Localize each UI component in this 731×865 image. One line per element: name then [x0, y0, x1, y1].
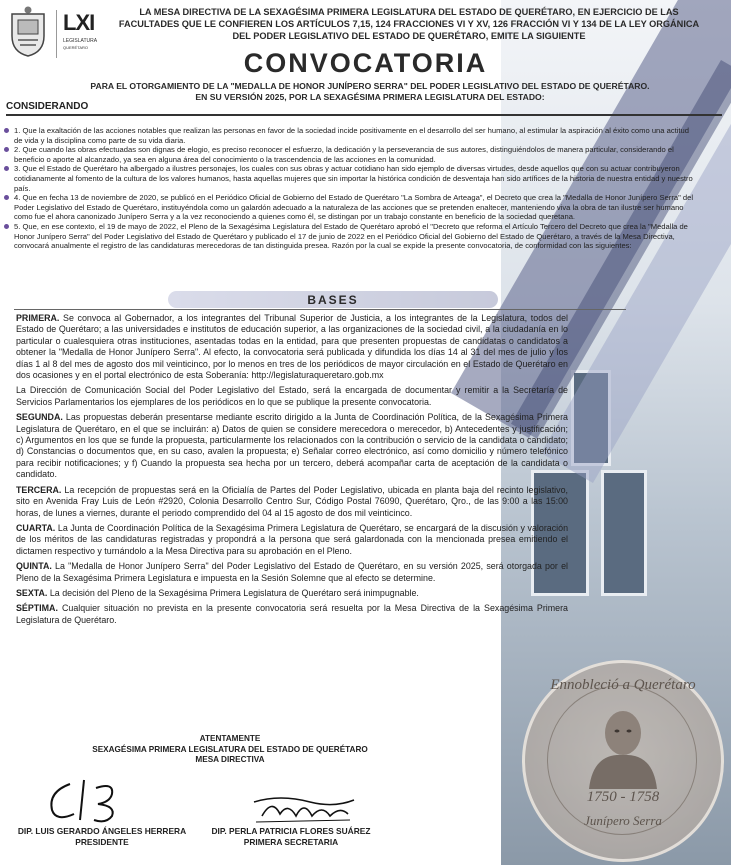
considerando-text: 4. Que en fecha 13 de noviembre de 2020, se publicó en el Periódico Oficial de Gobierno del Estado de Querétaro "La Sombra de Arteaga", el Decreto que crea la "Medalla de Honor Junípero Serra" del Poder Legislativo del Estado de Querétaro, instituyéndola como un galardón adecuado a la naturaleza de las acciones que se pretenden enaltecer, manteniendo viva la obra de tan ilustre ser humano como fue el ahora canonizado Junípero Serra y a la vez reconociendo a quienes como él, se distingan por un trabajo constante en beneficio de la sociedad queretana. — [14, 193, 694, 222]
base-item — [16, 523, 568, 557]
bases-heading-pill — [168, 291, 498, 308]
considerando-heading: CONSIDERANDO — [6, 101, 89, 112]
base-item — [16, 561, 568, 584]
base-lead: TERCERA. — [16, 484, 62, 495]
base-text: La recepción de propuestas será en la Oficialía de Partes del Poder Legislativo, ubicada en planta baja del recinto legislativo, sito en Avenida Fray Luis de León #2920, Colonia Desarrollo Centro Sur, Código Postal 76090, Querétaro, Qro., de las 9:00 a las 15:00 horas, de lunes a viernes, durante el periodo comprendido del 04 al 15 agosto de dos mil veinticinco. — [16, 484, 568, 518]
signatory-role: PRIMERA SECRETARIA — [243, 837, 339, 847]
signatory-president — [12, 826, 192, 848]
considerando-item — [8, 193, 698, 222]
logo-text: LXI — [63, 10, 95, 35]
divider — [14, 309, 626, 310]
closing-mesa-directiva: MESA DIRECTIVA — [195, 755, 265, 764]
junipero-serra-portrait-icon — [575, 703, 671, 789]
logo-subtitle-2: QUERÉTARO — [63, 45, 89, 50]
bullet-icon — [4, 195, 9, 200]
considerando-item — [8, 164, 698, 193]
base-item — [16, 603, 568, 626]
considerando-text: 5. Que, en ese contexto, el 19 de mayo de 2022, el Pleno de la Sexagésima Legislatura del Estado de Querétaro aprobó el "Decreto que reforma el Artículo Tercero del Decreto que crea la "Medalla de Honor Junípero Serra" del Poder Legislativo del Estado de Querétaro y publicado el 17 de junio de 2022 en el Periódico Oficial del Gobierno del Estado de Querétaro, a través de la Mesa Directiva, convocará anualmente el registro de las candidaturas merecedoras de tan distinguida presea. Razón por la cual se expide la presente convocatoria, de conformidad con las siguientes: — [14, 221, 688, 251]
base-text: Cualquier situación no prevista en la presente convocatoria será resuelta por la Mesa Directiva de la Sexagésima Primera Legislatura de Querétaro. — [16, 603, 568, 625]
considerando-text: 2. Que cuando las obras efectuadas son dignas de elogio, es preciso reconocer el esfuerzo, la dedicación y la perseverancia de sus autores, distinguiéndolos de manera particular, considerando el beneficio o aporte al alcanzado, ya sea en alguna área del conocimiento o la trascendencia de las acciones en la comunidad. — [14, 145, 674, 164]
signatory-secretary — [196, 826, 386, 848]
signatory-role: PRESIDENTE — [75, 837, 129, 847]
bullet-icon — [4, 166, 9, 171]
considerando-text: 1. Que la exaltación de las acciones notables que realizan las personas en favor de la sociedad incide positivamente en el desarrollo del ser humano, al estimular la aspiración al éxito como una actitud de vida y la disciplina como parte de su vida diaria. — [14, 126, 689, 145]
bullet-icon — [4, 147, 9, 152]
base-lead: SÉPTIMA. — [16, 603, 58, 614]
base-item — [16, 588, 568, 599]
base-text: La decisión del Pleno de la Sexagésima Primera Legislatura de Querétaro será inimpugnable. — [47, 587, 419, 598]
base-lead: PRIMERA. — [16, 313, 60, 323]
base-lead: CUARTA. — [16, 522, 56, 533]
base-text: Se convoca al Gobernador, a los integrantes del Tribunal Superior de Justicia, a los integrantes de la Legislatura, todos del Estado de Querétaro; a las universidades e institutos de educación superior, a las organizaciones de la sociedad civil, a la ciudadanía en lo particular o cualesquiera otras instituciones, asentadas todas en la entidad, para que presenten propuestas de candidatas o candidatos a obtener la "Medalla de Honor Junípero Serra". Al efecto, la convocatoria será publicada y difundida los días 14 al 31 del mes de julio y los días 1 al 8 del mes de agosto dos mil veinticinco, por lo menos en tres de los periódicos de mayor circulación en el Estado de Querétaro en dos ocasiones y en el portal electrónico de esta Soberanía: http://legislaturaqueretaro.gob.mx — [16, 313, 568, 381]
base-item — [16, 412, 568, 480]
medal-name: Junípero Serra — [584, 813, 662, 828]
header-preamble: LA MESA DIRECTIVA DE LA SEXAGÉSIMA PRIMERA LEGISLATURA DEL ESTADO DE QUERÉTARO, EN EJERCICIO DE LAS FACULTADES QUE LE CONFIEREN LOS ARTÍCULOS 7,15, 124 FRACCIONES VI Y XV, 126 FRACCIÓN VI Y 134 DE LA LEY ORGÁNICA DEL PODER LEGISLATIVO DEL ESTADO DE QUERÉTARO, EMITE LA SIGUIENTE — [118, 7, 700, 41]
considerando-item — [8, 145, 698, 164]
base-item — [16, 385, 568, 408]
medal-years: 1750 - 1758 — [586, 789, 660, 805]
bases-list — [16, 313, 568, 630]
divider — [6, 114, 722, 116]
medal-inscription: Ennobleció a Querétaro — [550, 677, 696, 693]
base-text: La Junta de Coordinación Política de la Sexagésima Primera Legislatura de Querétaro, se encargará de la discusión y valoración de los méritos de las candidaturas registradas y propondrá a la persona que será galardonada con la mencionada presea emitiendo el dictamen respectivo y turnándolo a la Mesa Directiva para su aprobación en el Pleno. — [16, 522, 568, 556]
base-lead: QUINTA. — [16, 561, 52, 572]
page-title: CONVOCATORIA — [243, 48, 488, 78]
bases-heading: BASES — [307, 293, 359, 307]
considerando-item — [8, 126, 698, 145]
page-subtitle: PARA EL OTORGAMIENTO DE LA "MEDALLA DE HONOR JUNÍPERO SERRA" DEL PODER LEGISLATIVO DEL ESTADO DE QUERÉTARO. EN SU VERSIÓN 2025, POR LA SEXAGÉSIMA PRIMERA LEGISLATURA DEL ESTADO: — [90, 81, 650, 102]
considerando-item — [8, 222, 698, 251]
base-text: La "Medalla de Honor Junípero Serra" del Poder Legislativo del Estado de Querétaro, en su versión 2025, será otorgada por el Pleno de la Sexagésima Primera Legislatura e impuesta en la Sesión Solemne que al efecto se determine. — [16, 561, 568, 583]
bullet-icon — [4, 128, 9, 133]
signatory-name: DIP. LUIS GERARDO ÁNGELES HERRERA — [17, 826, 187, 836]
base-lead: SEGUNDA. — [16, 412, 63, 423]
building-window — [601, 470, 647, 596]
bullet-icon — [4, 224, 9, 229]
closing-legislature: SEXAGÉSIMA PRIMERA LEGISLATURA DEL ESTADO DE QUERÉTARO — [92, 744, 368, 754]
logo-subtitle: LEGISLATURA — [63, 38, 98, 44]
base-text: Las propuestas deberán presentarse mediante escrito dirigido a la Junta de Coordinación Política, de la Sexagésima Primera Legislatura de Querétaro, en el que se incluirán: a) Datos de quien se considere merecedora o merecedor, b) Antecedentes y justificación; c) Argumentos en los que se funde la propuesta, particularmente los relacionados con la contribución o servicio de la candidata o candidato; d) Constancias o documentos que, en su caso, avalen la propuesta; e) Señalar correo electrónico, así como domicilio y número telefónico para recibir notificaciones; y f) Cuando la propuesta sea hecha por un tercero, deberá acompañar carta de aceptación de la candidata o candidato. — [16, 412, 568, 480]
considerandos-list — [8, 126, 698, 251]
medal-image — [522, 660, 724, 862]
base-text: La Dirección de Comunicación Social del Poder Legislativo del Estado, será la encargada de documentar y remitir a la Secretaría de Servicios Parlamentarios los ejemplares de los periódicos en lo que se publique la presente convocatoria. — [16, 385, 568, 407]
base-item — [16, 313, 568, 381]
base-item — [16, 485, 568, 519]
base-lead: SEXTA. — [16, 587, 48, 598]
signatory-name: DIP. PERLA PATRICIA FLORES SUÁREZ — [211, 826, 371, 836]
closing-block — [20, 734, 440, 766]
considerando-text: 3. Que el Estado de Querétaro ha albergado a ilustres personajes, los cuales con sus obras y actuar cotidiano han sido ejemplo de diversas virtudes, desde aquellos que con su actuar contribuyeron cotidianamente al fomento de la cultura de los valores humanos, hasta aquellas mujeres que sin importar la histórica condición de desventaja han sido artífices de la historia de nuestra entidad y nuestro país. — [14, 164, 693, 193]
signature-president — [40, 774, 160, 831]
closing-atentamente: ATENTAMENTE — [199, 734, 261, 743]
